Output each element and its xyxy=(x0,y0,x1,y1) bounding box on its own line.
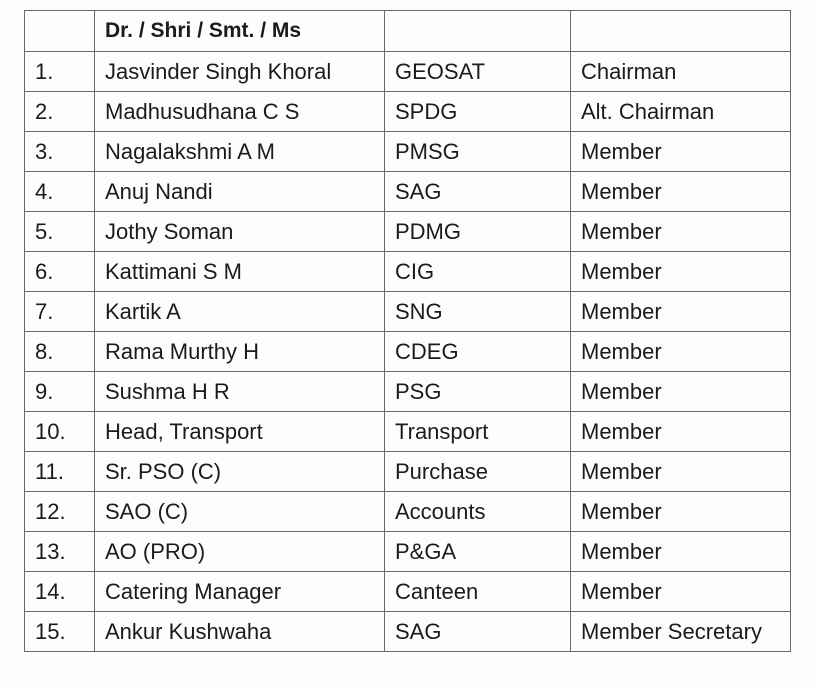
member-name-cell: Sr. PSO (C) xyxy=(95,452,385,492)
header-cell-role xyxy=(571,11,791,52)
division-cell: P&GA xyxy=(385,532,571,572)
table-row xyxy=(25,252,791,292)
division-cell: PMSG xyxy=(385,132,571,172)
table-row xyxy=(25,452,791,492)
row-number-cell: 13. xyxy=(25,532,95,572)
role-cell: Member xyxy=(571,212,791,252)
division-cell: CDEG xyxy=(385,332,571,372)
role-cell: Member xyxy=(571,492,791,532)
table-row xyxy=(25,292,791,332)
division-cell: SPDG xyxy=(385,92,571,132)
table-row xyxy=(25,612,791,652)
row-number-cell: 4. xyxy=(25,172,95,212)
member-name-cell: Anuj Nandi xyxy=(95,172,385,212)
division-cell: Purchase xyxy=(385,452,571,492)
table-row xyxy=(25,572,791,612)
role-cell: Member xyxy=(571,252,791,292)
role-cell: Member xyxy=(571,332,791,372)
member-name-cell: Jothy Soman xyxy=(95,212,385,252)
member-name-cell: Rama Murthy H xyxy=(95,332,385,372)
table-row xyxy=(25,132,791,172)
row-number-cell: 1. xyxy=(25,52,95,92)
row-number-cell: 5. xyxy=(25,212,95,252)
header-cell-number xyxy=(25,11,95,52)
role-cell: Member xyxy=(571,452,791,492)
header-cell-name: Dr. / Shri / Smt. / Ms xyxy=(95,11,385,52)
row-number-cell: 2. xyxy=(25,92,95,132)
member-name-cell: Madhusudhana C S xyxy=(95,92,385,132)
role-cell: Member xyxy=(571,572,791,612)
row-number-cell: 7. xyxy=(25,292,95,332)
table-row xyxy=(25,532,791,572)
member-name-cell: Head, Transport xyxy=(95,412,385,452)
member-name-cell: Ankur Kushwaha xyxy=(95,612,385,652)
role-cell: Member xyxy=(571,292,791,332)
division-cell: SAG xyxy=(385,172,571,212)
row-number-cell: 8. xyxy=(25,332,95,372)
member-name-cell: Sushma H R xyxy=(95,372,385,412)
division-cell: GEOSAT xyxy=(385,52,571,92)
row-number-cell: 12. xyxy=(25,492,95,532)
division-cell: CIG xyxy=(385,252,571,292)
table-row xyxy=(25,332,791,372)
row-number-cell: 14. xyxy=(25,572,95,612)
role-cell: Member xyxy=(571,172,791,212)
role-cell: Member xyxy=(571,372,791,412)
member-name-cell: Jasvinder Singh Khoral xyxy=(95,52,385,92)
table-row xyxy=(25,172,791,212)
role-cell: Member xyxy=(571,132,791,172)
row-number-cell: 11. xyxy=(25,452,95,492)
division-cell: SAG xyxy=(385,612,571,652)
table-row xyxy=(25,52,791,92)
table-row xyxy=(25,372,791,412)
committee-table-body xyxy=(25,11,791,652)
division-cell: Transport xyxy=(385,412,571,452)
table-row xyxy=(25,492,791,532)
member-name-cell: Kattimani S M xyxy=(95,252,385,292)
committee-table xyxy=(24,10,791,652)
row-number-cell: 6. xyxy=(25,252,95,292)
row-number-cell: 15. xyxy=(25,612,95,652)
division-cell: PSG xyxy=(385,372,571,412)
division-cell: PDMG xyxy=(385,212,571,252)
member-name-cell: AO (PRO) xyxy=(95,532,385,572)
role-cell: Member xyxy=(571,532,791,572)
role-cell: Chairman xyxy=(571,52,791,92)
role-cell: Member xyxy=(571,412,791,452)
role-cell: Member Secretary xyxy=(571,612,791,652)
division-cell: SNG xyxy=(385,292,571,332)
row-number-cell: 9. xyxy=(25,372,95,412)
table-row xyxy=(25,92,791,132)
table-row xyxy=(25,412,791,452)
member-name-cell: Kartik A xyxy=(95,292,385,332)
header-cell-division xyxy=(385,11,571,52)
row-number-cell: 10. xyxy=(25,412,95,452)
table-row xyxy=(25,212,791,252)
role-cell: Alt. Chairman xyxy=(571,92,791,132)
member-name-cell: Nagalakshmi A M xyxy=(95,132,385,172)
division-cell: Accounts xyxy=(385,492,571,532)
member-name-cell: SAO (C) xyxy=(95,492,385,532)
division-cell: Canteen xyxy=(385,572,571,612)
table-header-row xyxy=(25,11,791,52)
row-number-cell: 3. xyxy=(25,132,95,172)
member-name-cell: Catering Manager xyxy=(95,572,385,612)
